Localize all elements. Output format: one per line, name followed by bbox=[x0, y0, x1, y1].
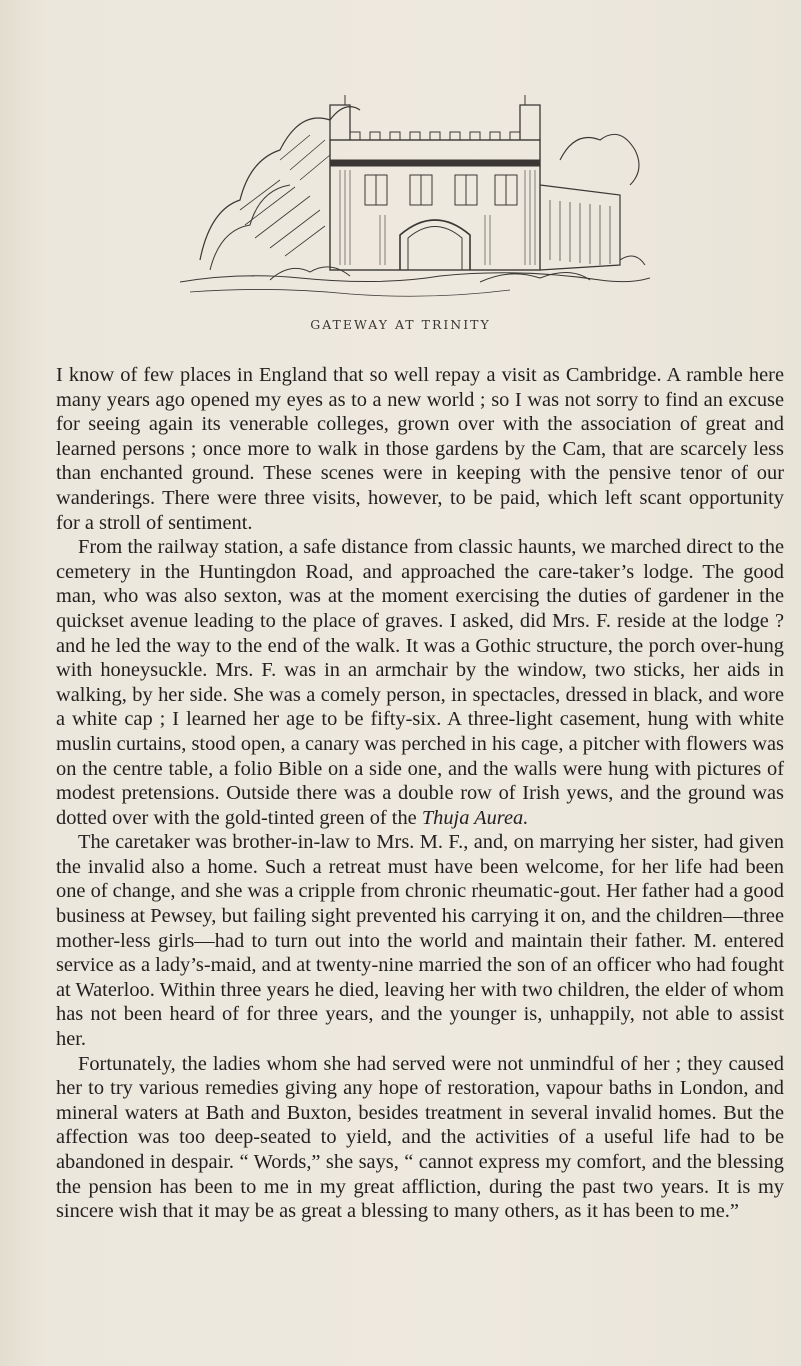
gateway-engraving bbox=[180, 10, 650, 310]
paragraph-2-text: From the railway station, a safe distance from classic haunts, we marched direct to the cemetery in the Huntingdon Road, and approached the care-taker’s lodge. The good man, who was also sexton, was at the moment exercising the duties of gardener in the quickset avenue leading to the place of graves. I asked, did Mrs. F. reside at the lodge ? and he led the way to the end of the walk. It was a Gothic structure, the porch over-hung with honeysuckle. Mrs. F. was in an armchair by the window, two sticks, her aids in walking, by her side. She was a comely person, in spectacles, dressed in black, and wore a white cap ; I learned her age to be fifty-six. A three-light casement, hung with white muslin curtains, stood open, a canary was perched in his cage, a pitcher with flowers was on the centre table, a folio Bible on a side one, and the walls were hung with pictures of modest pretensions. Outside there was a double row of Irish yews, and the ground was dotted over with the gold-tinted green of the bbox=[56, 536, 784, 829]
paragraph-3: The caretaker was brother-in-law to Mrs. M. F., and, on marrying her sister, had given the invalid also a home. Such a retreat must have been welcome, for her life had been one of change, and she was a cripple from chronic rheumatic-gout. Her father had a good business at Pewsey, but failing sight prevented his carrying it on, and the children—three mother-less girls—had to turn out into the world and maintain their father. M. entered service as a lady’s-maid, and at twenty-nine married the son of an officer who had fought at Waterloo. Within three years he died, leaving her with two children, the elder of whom has not been heard of for three years, and the younger is, unhappily, not able to assist her. bbox=[56, 831, 784, 1051]
paragraph-2 bbox=[56, 535, 784, 830]
paragraph-2-italic: Thuja Aurea. bbox=[421, 806, 529, 829]
body-text bbox=[56, 363, 784, 1224]
paragraph-1: I know of few places in England that so well repay a visit as Cambridge. A ramble here many years ago opened my eyes as to a new world ; so I was not sorry to find an excuse for seeing again its venerable colleges, grown over with the association of great and learned persons ; once more to walk in those gardens by the Cam, that are scarcely less than enchanted ground. These scenes were in keeping with the pensive tenor of our wanderings. There were three visits, however, to be paid, which left scant opportunity for a stroll of sentiment. bbox=[56, 364, 784, 534]
paragraph-4: Fortunately, the ladies whom she had served were not unmindful of her ; they caused her to try various remedies giving any hope of restoration, vapour baths in London, and mineral waters at Bath and Buxton, besides treatment in several invalid homes. But the affection was too deep-seated to yield, and the activities of a useful life had to be abandoned in despair. “ Words,” she says, “ cannot express my comfort, and the blessing the pension has been to me in my great affliction, during the past two years. It is my sincere wish that it may be as great a blessing to many others, as it has been to me.” bbox=[56, 1052, 784, 1223]
figure-caption: GATEWAY AT TRINITY bbox=[310, 317, 491, 332]
